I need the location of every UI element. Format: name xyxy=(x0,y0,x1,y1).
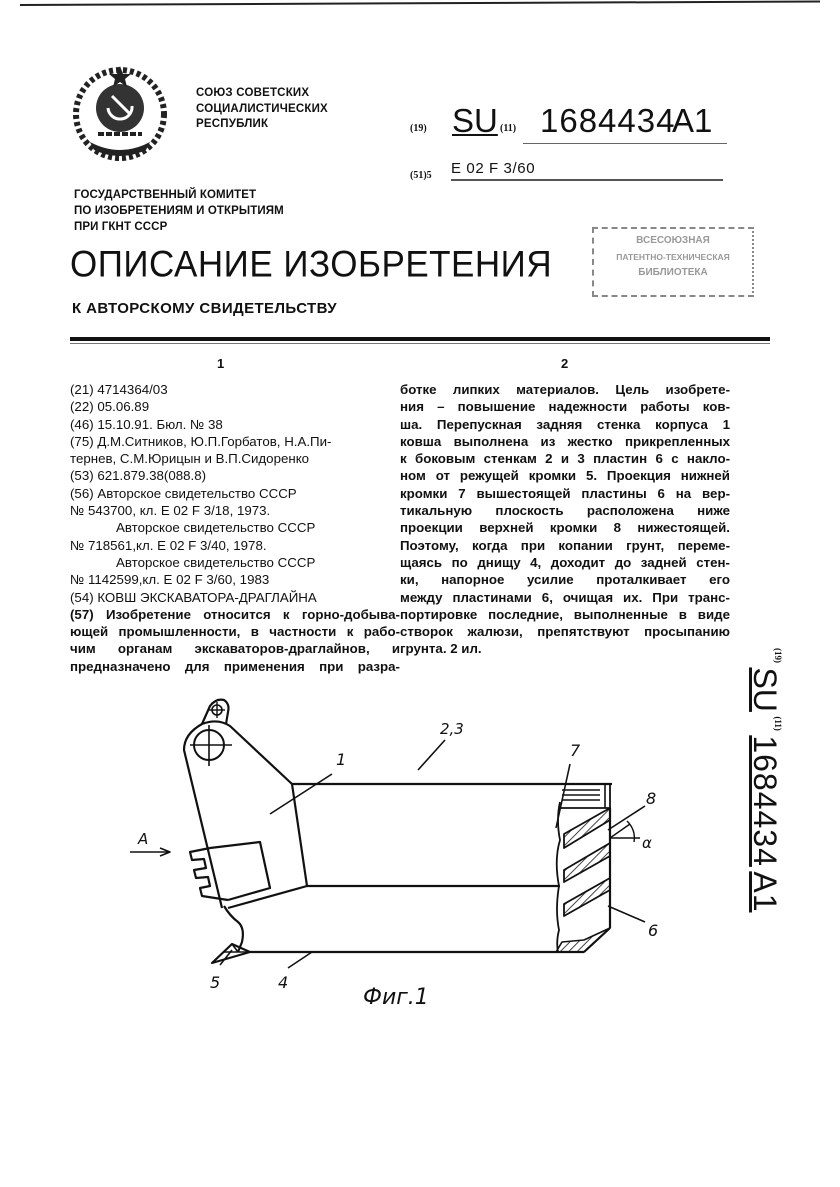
column-1 xyxy=(70,381,400,675)
abstract-line: ки, напорное усилие проталкивает его xyxy=(400,572,730,588)
label-alpha: α xyxy=(642,834,652,852)
ipc-line xyxy=(410,160,730,183)
abstract-line: ния – повышение надежности работы ков- xyxy=(400,399,730,415)
field-53: (53) 621.879.38(088.8) xyxy=(70,468,207,484)
union-line-3: РЕСПУБЛИК xyxy=(196,118,269,130)
field-75-line-1: (75) Д.М.Ситников, Ю.П.Горбатов, Н.А.Пи- xyxy=(70,433,332,449)
abstract-line: Поэтому, когда при копании грунт, переме- xyxy=(400,537,730,553)
union-line-1: СОЮЗ СОВЕТСКИХ xyxy=(196,87,310,99)
union-name xyxy=(196,86,328,133)
abstract-line: створок жалюзи, препятствуют просыпанию xyxy=(400,624,730,640)
label-2-3: 2,3 xyxy=(440,720,464,738)
label-5: 5 xyxy=(210,973,221,992)
code-11: (11) xyxy=(500,123,517,134)
abstract-line: кромки 7 вышестоящей пластины 6 на вер- xyxy=(400,485,730,501)
column-number-2: 2 xyxy=(561,356,569,371)
field-56-line-1: (56) Авторское свидетельство СССР xyxy=(70,485,297,501)
label-1: 1 xyxy=(336,750,347,769)
label-7: 7 xyxy=(570,741,581,760)
union-line-2: СОЦИАЛИСТИЧЕСКИХ xyxy=(196,102,328,115)
stamp-line-1: ВСЕСОЮЗНАЯ xyxy=(636,235,710,246)
abstract-line: ша. Перепускная задняя стенка корпуса 1 xyxy=(400,416,730,432)
document-subtitle: К АВТОРСКОМУ СВИДЕТЕЛЬСТВУ xyxy=(72,300,338,317)
code-19: (19) xyxy=(410,123,427,134)
label-8: 8 xyxy=(646,789,657,808)
abstract-line: к боковым стенкам 2 и 3 пластин 6 с накло- xyxy=(400,451,730,467)
field-54-title: (54) КОВШ ЭКСКАВАТОРА-ДРАГЛАЙНА xyxy=(70,589,317,605)
abstract-line: ющей промышленности, в частности к рабо- xyxy=(70,624,400,640)
abstract-line: тикальную плоскость расположена ниже xyxy=(400,503,730,519)
header-rule-thick xyxy=(70,337,770,341)
field-56-line-2: № 543700, кл. Е 02 F 3/18, 1973. xyxy=(70,503,271,519)
side-kind-code: A1 xyxy=(747,871,783,913)
committee-line-3: ПРИ ГКНТ СССР xyxy=(74,221,168,233)
committee-name xyxy=(74,187,284,235)
ipc-class: E 02 F 3/60 xyxy=(451,160,536,177)
ipc-underline xyxy=(451,179,723,181)
abstract-line: чим органам экскаваторов-драглайнов, и xyxy=(70,641,400,657)
abstract-line: грунта. 2 ил. xyxy=(400,641,482,657)
label-6: 6 xyxy=(648,921,659,940)
label-4: 4 xyxy=(278,973,289,992)
library-stamp xyxy=(592,227,754,297)
field-21: (21) 4714364/03 xyxy=(70,382,168,397)
stamp-line-2: ПАТЕНТНО-ТЕХНИЧЕСКАЯ xyxy=(616,252,730,262)
column-number-1: 1 xyxy=(217,356,225,371)
header-rule-thin xyxy=(70,343,770,344)
field-46: (46) 15.10.91. Бюл. № 38 xyxy=(70,416,223,432)
code-51: (51)5 xyxy=(410,170,432,181)
side-code-11: (11) xyxy=(773,716,783,731)
patent-number-line xyxy=(410,103,740,143)
kind-code: A1 xyxy=(672,102,713,139)
ussr-emblem-icon xyxy=(68,62,172,162)
top-edge-rule xyxy=(20,1,820,6)
side-patent-label xyxy=(745,648,785,948)
abstract-line: проекции верхней кромки 8 нижестоящей. xyxy=(400,520,730,536)
field-56-line-3: Авторское свидетельство СССР xyxy=(116,520,316,536)
field-56-line-6: № 1142599,кл. Е 02 F 3/60, 1983 xyxy=(70,572,270,588)
patent-number-underline xyxy=(523,143,727,144)
field-22: (22) 05.06.89 xyxy=(70,399,150,415)
field-56-line-4: № 718561,кл. Е 02 F 3/40, 1978. xyxy=(70,537,267,553)
document-title: ОПИСАНИЕ ИЗОБРЕТЕНИЯ xyxy=(70,244,553,285)
abstract-line: портировке последние, выполненные в виде xyxy=(400,606,730,622)
side-code-19: (19) xyxy=(773,648,783,663)
abstract-line: (57) Изобретение относится к горно-добыва- xyxy=(70,606,400,622)
committee-line-1: ГОСУДАРСТВЕННЫЙ КОМИТЕТ xyxy=(74,189,257,201)
abstract-line: ботке липких материалов. Цель изобрете- xyxy=(400,382,730,397)
field-75-line-2: тернев, С.М.Юрицын и В.П.Сидоренко xyxy=(70,451,310,467)
committee-line-2: ПО ИЗОБРЕТЕНИЯМ И ОТКРЫТИЯМ xyxy=(74,205,284,217)
figure-caption: Фиг.1 xyxy=(363,985,429,1010)
column-2 xyxy=(400,381,730,658)
stamp-line-3: БИБЛИОТЕКА xyxy=(638,267,708,278)
country-code: SU xyxy=(452,102,498,139)
field-56-line-5: Авторское свидетельство СССР xyxy=(116,554,316,570)
side-patent-number: 1684434 xyxy=(747,735,783,867)
abstract-line: щаясь по днищу 4, доходит до задней стен- xyxy=(400,554,730,570)
patent-number: 1684434 xyxy=(540,102,676,139)
side-country-code: SU xyxy=(747,667,783,712)
abstract-line: между пластинами 6, очищая их. При транс- xyxy=(400,589,730,605)
abstract-line: предназначено для применения при разра- xyxy=(70,658,400,674)
abstract-line: ковша выполнена из жестко прикрепленных xyxy=(400,433,730,449)
label-arrow-a: A xyxy=(138,830,149,848)
abstract-line: ном от режущей кромки 5. Проекция нижней xyxy=(400,468,730,484)
